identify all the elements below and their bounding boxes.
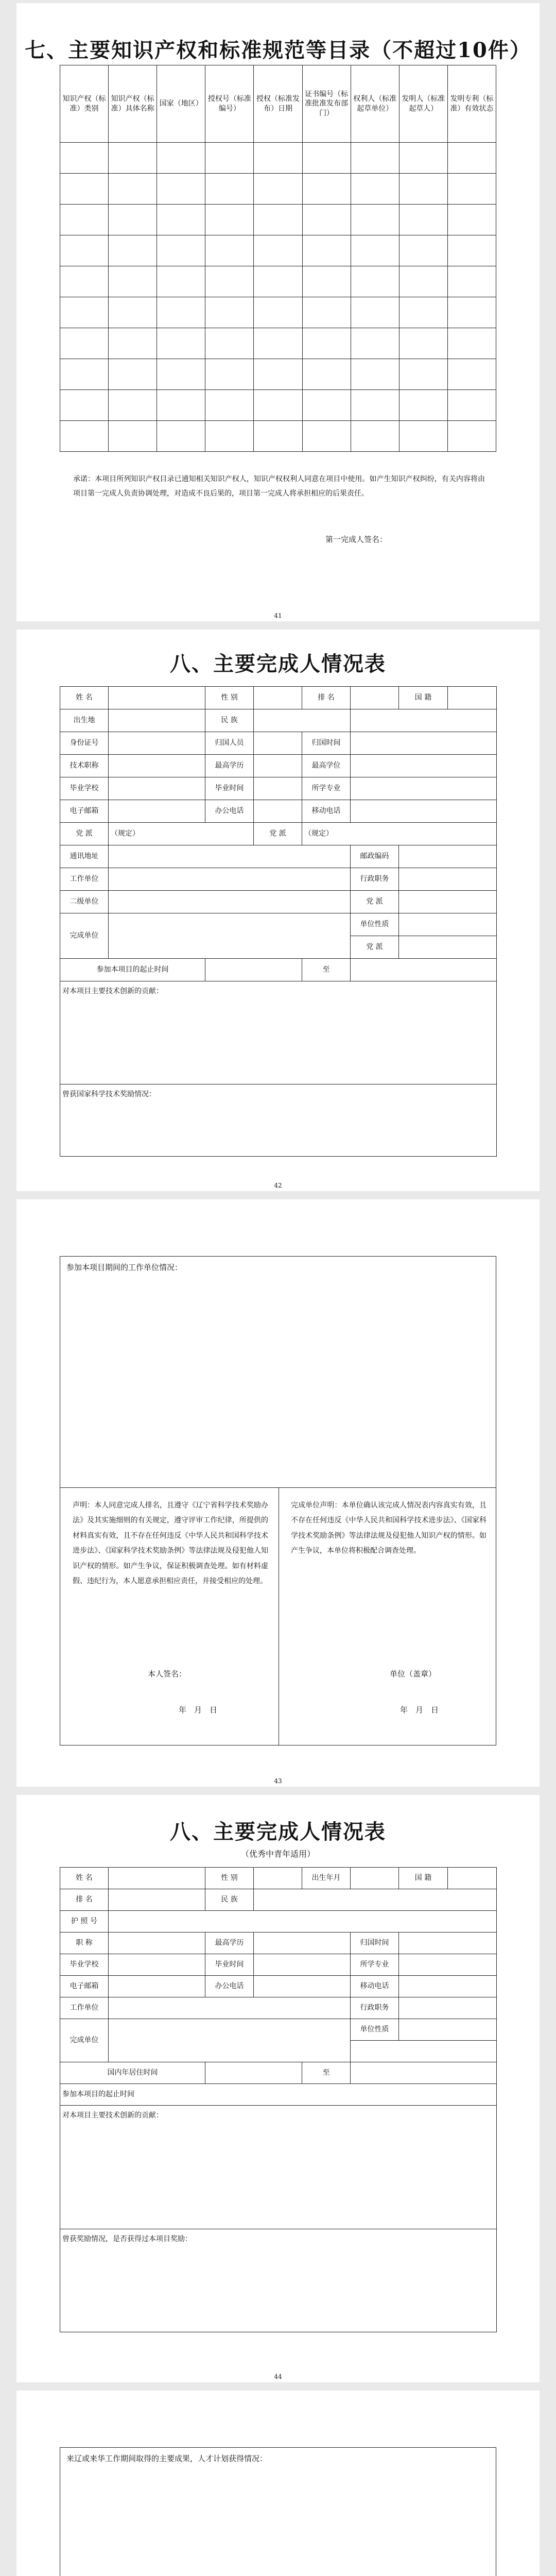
contribution-field: 对本项目主要技术创新的贡献： bbox=[60, 981, 497, 1084]
personal-sign-label: 本人签名： bbox=[148, 1669, 187, 1679]
signature-label: 第一完成人签名： bbox=[325, 535, 388, 544]
label-grad-school: 毕业学校 bbox=[60, 777, 109, 800]
col-header: 知识产权（标准）类别 bbox=[60, 65, 109, 143]
contribution-field: 对本项目主要技术创新的贡献： bbox=[60, 2106, 497, 2229]
award-field: 曾获奖励情况，是否获得过本项目奖励： bbox=[60, 2229, 497, 2332]
page-contributor-declaration bbox=[16, 1199, 540, 1787]
label-finish-unit: 完成单位 bbox=[60, 913, 109, 959]
label-party-c: 党 派 bbox=[351, 891, 399, 913]
label-finish-unit: 完成单位 bbox=[60, 2019, 109, 2062]
label-email: 电子邮箱 bbox=[60, 800, 109, 823]
label-work-unit: 工作单位 bbox=[60, 1997, 109, 2019]
party-hint-b: （规定） bbox=[302, 823, 497, 845]
label-degree: 最高学位 bbox=[302, 755, 351, 777]
page-number: 43 bbox=[274, 1777, 282, 1785]
label-rank: 排 名 bbox=[60, 1889, 109, 1911]
box-title: 来辽或来华工作期间取得的主要成果，人才计划获得情况： bbox=[66, 2454, 268, 2463]
label-return-time: 归国时间 bbox=[302, 732, 351, 755]
label-gender: 性 别 bbox=[205, 687, 254, 709]
label-passport: 护 照 号 bbox=[60, 1911, 109, 1933]
page-number: 41 bbox=[274, 612, 282, 619]
label-address: 通讯地址 bbox=[60, 845, 109, 868]
col-header: 国家（地区） bbox=[157, 65, 205, 143]
label-rank: 排 名 bbox=[302, 687, 351, 709]
label-admin-post: 行政职务 bbox=[351, 1997, 399, 2019]
label-party: 党 派 bbox=[60, 823, 109, 845]
col-header: 发明专利（标准）有效状态 bbox=[447, 65, 496, 143]
page-contributor-info bbox=[16, 630, 540, 1191]
label-id: 身份证号 bbox=[60, 732, 109, 755]
label-unit-nature: 单位性质 bbox=[351, 913, 399, 936]
label-grad-school: 毕业学校 bbox=[60, 1954, 109, 1976]
label-major: 所学专业 bbox=[302, 777, 351, 800]
label-education: 最高学历 bbox=[205, 1933, 254, 1954]
label-education: 最高学历 bbox=[205, 755, 254, 777]
work-unit-box bbox=[60, 1256, 496, 1488]
col-header: 发明人（标准起草人） bbox=[399, 65, 447, 143]
label-name: 姓 名 bbox=[60, 687, 109, 709]
label-return: 归国人员 bbox=[205, 732, 254, 755]
label-grad-time: 毕业时间 bbox=[205, 777, 254, 800]
label-second-unit: 二级单位 bbox=[60, 891, 109, 913]
label-birth: 出生年月 bbox=[302, 1868, 351, 1889]
page-knowledge-rights bbox=[16, 3, 540, 621]
label-to: 至 bbox=[302, 959, 351, 981]
unit-declaration: 完成单位声明：本单位确认该完成人情况表内容真实有效，且不存在任何违反《中华人民共和国科学技术进步法》、《国家科学技术奖励条例》等法律法规及侵犯他人知识产权的情形。如产生争议，本单位将积极配合调查处理。 bbox=[291, 1501, 486, 1555]
label-major: 所学专业 bbox=[351, 1954, 399, 1976]
label-party-b: 党 派 bbox=[254, 823, 302, 845]
label-involve: 参加本项目的起止时间 bbox=[60, 2084, 497, 2106]
label-involve-time: 参加本项目的起止时间 bbox=[60, 959, 205, 981]
declaration-box bbox=[60, 1488, 496, 1745]
label-birthplace: 出生地 bbox=[60, 709, 109, 732]
page-youth-declaration bbox=[16, 2391, 540, 2576]
col-header: 权利人（标准起草单位） bbox=[351, 65, 399, 143]
unit-seal-date: 年 月 日 bbox=[400, 1705, 439, 1715]
label-nationality: 国 籍 bbox=[399, 1868, 448, 1889]
col-header: 授权号（标准编号） bbox=[205, 65, 254, 143]
page-number: 44 bbox=[274, 2373, 282, 2380]
label-name: 姓 名 bbox=[60, 1868, 109, 1889]
label-ethnicity: 民 族 bbox=[205, 709, 254, 732]
col-header: 授权（标准发布）日期 bbox=[254, 65, 302, 143]
label-grad-time: 毕业时间 bbox=[205, 1954, 254, 1976]
page-title: 八、主要完成人情况表 bbox=[170, 652, 386, 676]
label-to: 至 bbox=[302, 2062, 351, 2084]
label-postcode: 邮政编码 bbox=[351, 845, 399, 868]
promise-note: 承诺：本项目所列知识产权目录已通知相关知识产权人，知识产权权利人同意在项目中使用。如产生知识产权纠纷，有关内容将由项目第一完成人负责协调处理，对造成不良后果的，项目第一完成人将承担相应的后果责任。 bbox=[73, 475, 485, 498]
label-nationality: 国 籍 bbox=[399, 687, 448, 709]
col-header: 知识产权（标准）具体名称 bbox=[109, 65, 157, 143]
personal-declaration: 声明：本人同意完成人排名，且遵守《辽宁省科学技术奖励办法》及其实施细则的有关规定，遵守评审工作纪律，所提供的材料真实有效，且不存在任何违反《中华人民共和国科学技术进步法》、《国家科学技术奖励条例》等法律法规及侵犯他人知识产权的情形。如产生争议，保证积极调查处理。如有材料虚假、违纪行为，本人愿意承担相应责任，并接受相应的处理。 bbox=[73, 1501, 268, 1585]
award-field: 曾获国家科学技术奖励情况： bbox=[60, 1084, 497, 1157]
label-email: 电子邮箱 bbox=[60, 1976, 109, 1997]
contributor-table bbox=[60, 686, 497, 1157]
label-time-in-china: 国内年居住时间 bbox=[60, 2062, 205, 2084]
unit-seal-label: 单位（盖章） bbox=[390, 1669, 437, 1679]
label-unit-nature: 单位性质 bbox=[351, 2019, 399, 2041]
label-title: 职 称 bbox=[60, 1933, 109, 1954]
party-hint: （规定） bbox=[109, 823, 254, 845]
youth-contributor-table bbox=[60, 1867, 497, 2332]
label-party-d: 党 派 bbox=[351, 936, 399, 959]
label-mobile: 移动电话 bbox=[351, 1976, 399, 1997]
label-work-unit: 工作单位 bbox=[60, 868, 109, 891]
page-youth-contributor bbox=[16, 1795, 540, 2382]
achievements-box bbox=[60, 2447, 496, 2576]
page-subtitle: （优秀中青年适用） bbox=[240, 1849, 315, 1859]
label-office-phone: 办公电话 bbox=[205, 1976, 254, 1997]
page-number: 42 bbox=[274, 1182, 282, 1189]
page-title: 八、主要完成人情况表 bbox=[170, 1820, 386, 1844]
label-return: 归国时间 bbox=[351, 1933, 399, 1954]
label-office-phone: 办公电话 bbox=[205, 800, 254, 823]
ip-table bbox=[60, 65, 496, 452]
label-mobile: 移动电话 bbox=[302, 800, 351, 823]
personal-sign-date: 年 月 日 bbox=[179, 1705, 218, 1715]
label-tech-title: 技术职称 bbox=[60, 755, 109, 777]
col-header: 证书编号（标准批准发布部门） bbox=[302, 65, 351, 143]
label-ethnicity: 民 族 bbox=[205, 1889, 254, 1911]
box-title: 参加本项目期间的工作单位情况： bbox=[66, 1263, 183, 1272]
label-admin-post: 行政职务 bbox=[351, 868, 399, 891]
label-gender: 性 别 bbox=[205, 1868, 254, 1889]
page-title: 七、主要知识产权和标准规范等目录（不超过10件） bbox=[25, 38, 531, 62]
